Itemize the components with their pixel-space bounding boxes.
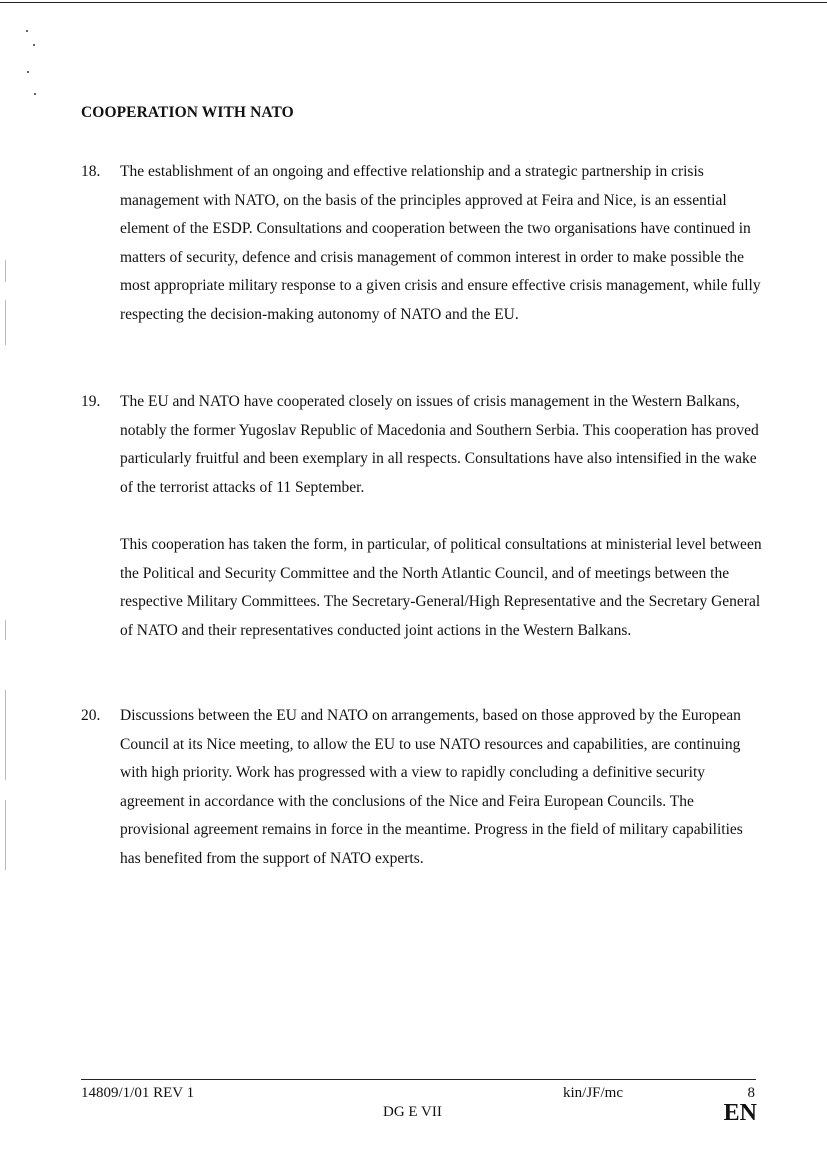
language-code: EN	[723, 1100, 757, 1126]
paragraph-number: 20.	[81, 707, 101, 724]
page-number: 8	[747, 1085, 755, 1101]
scan-dot	[34, 93, 36, 95]
paragraph-text: The EU and NATO have cooperated closely on issues of crisis management in the Western Balkans, notably the former Yugoslav Republic of Macedonia and Southern Serbia. This cooperation has proved particularly fruitful and been exemplary in all respects. Consultations have also intensified in the wake of the terrorist attacks of 11 September.	[120, 393, 759, 496]
paragraph-text: This cooperation has taken the form, in particular, of political consultations at ministerial level between the Political and Security Committee and the North Atlantic Council, and of meetings between the respective Military Committees. The Secretary-General/High Representative and the Secretary General of NATO and their representatives conducted joint actions in the Western Balkans.	[120, 536, 762, 639]
scan-dot	[33, 44, 35, 46]
scan-edge-line	[5, 300, 6, 345]
footer-rule	[81, 1079, 756, 1080]
paragraph-text: The establishment of an ongoing and effective relationship and a strategic partnership in crisis management with NATO, on the basis of the principles approved at Feira and Nice, is an essential element of the ESDP. Consultations and cooperation between the two organisations have continued in matters of security, defence and crisis management of common interest in order to make possible the most appropriate military response to a given crisis and ensure effective crisis management, while fully respecting the decision-making autonomy of NATO and the EU.	[120, 163, 761, 323]
scan-edge-line	[5, 260, 6, 282]
author-initials: kin/JF/mc	[563, 1085, 624, 1101]
scan-edge-line	[5, 690, 6, 780]
scan-dot	[26, 30, 28, 32]
section-heading: COOPERATION WITH NATO	[81, 104, 294, 121]
top-scan-rule	[0, 2, 827, 3]
scan-edge-line	[5, 800, 6, 870]
paragraph-number: 18.	[81, 163, 101, 180]
scan-edge-line	[5, 620, 6, 640]
paragraph-number: 19.	[81, 393, 101, 410]
department-code: DG E VII	[383, 1104, 442, 1120]
scan-dot	[27, 71, 29, 73]
document-reference: 14809/1/01 REV 1	[81, 1085, 195, 1101]
paragraph-text: Discussions between the EU and NATO on arrangements, based on those approved by the European Council at its Nice meeting, to allow the EU to use NATO resources and capabilities, are continuing with high priority. Work has progressed with a view to rapidly concluding a definitive security agreement in accordance with the conclusions of the Nice and Feira European Councils. The provisional agreement remains in force in the meantime. Progress in the field of military capabilities has benefited from the support of NATO experts.	[120, 707, 743, 867]
